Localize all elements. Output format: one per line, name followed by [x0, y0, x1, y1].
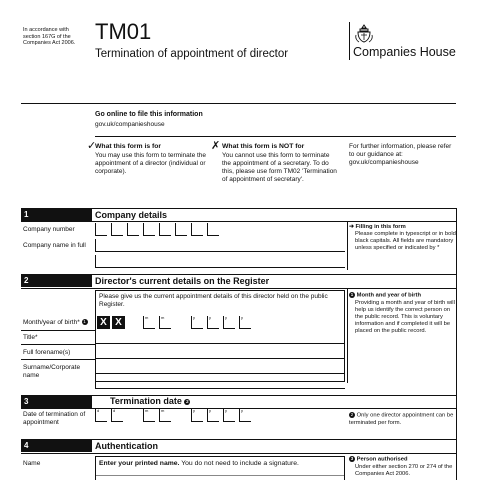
dob-year-cell[interactable]: y: [223, 316, 235, 329]
term-year-cell[interactable]: y: [223, 409, 235, 422]
company-number-label: Company number: [23, 226, 75, 233]
crest-icon: [353, 23, 375, 45]
dob-year-cell[interactable]: y: [207, 316, 219, 329]
auth-name-inner-rule: [96, 475, 344, 476]
company-number-cell[interactable]: [191, 223, 203, 236]
guide1-text: Please complete in typescript or in bold black capitals. All fields are mandatory unless specified or indicated by *: [355, 231, 456, 251]
for-text: You may use this form to terminate the appointment of a director (individual or corporate).: [95, 152, 207, 175]
section4-title: Authentication: [95, 441, 158, 451]
for-heading: What this form is for: [95, 143, 162, 150]
guide4-heading: Person authorised: [356, 456, 408, 463]
arrow-icon: ➜: [349, 224, 354, 230]
section2-guide: [349, 292, 456, 335]
term-day-cell[interactable]: d: [95, 409, 107, 422]
cross-icon: ✗: [211, 140, 221, 152]
auth-name-instruction: Enter your printed name. You do not need to include a signature.: [99, 460, 299, 467]
company-name-field[interactable]: [95, 239, 345, 252]
section2-number: 2: [21, 274, 92, 287]
info-1-icon: 1: [350, 292, 354, 297]
term-day-cell[interactable]: d: [111, 409, 123, 422]
info-2-icon: 2: [186, 398, 189, 404]
title-rule: [21, 344, 95, 345]
section1-number: 1: [21, 208, 92, 221]
term-year-cell[interactable]: y: [207, 409, 219, 422]
company-number-cell[interactable]: [127, 223, 139, 236]
company-number-cell[interactable]: [159, 223, 171, 236]
info-2-icon: 2: [350, 412, 354, 417]
not-heading: What this form is NOT for: [222, 143, 305, 150]
info-1-icon: 1: [83, 319, 86, 325]
online-heading: Go online to file this information: [95, 111, 203, 118]
section1-guide: [349, 224, 456, 252]
dob-month-x2: X: [112, 316, 125, 329]
section1-title: Company details: [95, 210, 168, 220]
guide2-text: Providing a month and year of birth will help us identify the correct person on the public record. This is voluntary information and if completed it will be placed on the public record.: [355, 299, 455, 334]
guide4-text: Under either section 270 or 274 of the Companies Act 2006.: [355, 463, 453, 477]
company-number-cell[interactable]: [175, 223, 187, 236]
surname-field-line2[interactable]: [95, 376, 345, 389]
term-month-cell[interactable]: m: [159, 409, 171, 422]
section2-title: Director's current details on the Register: [95, 276, 270, 286]
not-text: You cannot use this form to terminate the appointment of a secretary. To do this, please use form TM02 'Termination of appointment of secretary'.: [222, 152, 337, 183]
dob-month-x1: X: [97, 316, 110, 329]
section2-intro: Please give us the current appointment details of this director held on the public Register.: [99, 293, 328, 308]
term-year-cell[interactable]: y: [239, 409, 251, 422]
legal-note: In accordance with section 167G of the Companies Act 2006.: [23, 27, 76, 46]
tick-icon: ✓: [87, 140, 97, 152]
online-url[interactable]: gov.uk/companieshouse: [95, 121, 165, 128]
dob-month-cell[interactable]: m: [143, 316, 155, 329]
guide-col-border-1: [347, 222, 348, 270]
forenames-label: Full forename(s): [23, 349, 71, 356]
section2-subrule: [21, 288, 456, 289]
info-3-icon: 3: [350, 456, 354, 461]
section4-guide: [349, 456, 456, 478]
surname-label: Surname/Corporate name: [23, 364, 81, 379]
section4-subrule: [21, 453, 456, 454]
right-border: [456, 208, 457, 480]
form-code: TM01: [95, 19, 152, 44]
dob-rule: [21, 330, 95, 331]
title-label: Title*: [23, 334, 38, 341]
surname-field[interactable]: [95, 361, 345, 374]
section3-number: 3: [21, 395, 92, 408]
company-number-cell[interactable]: [143, 223, 155, 236]
brand-divider: [349, 22, 350, 60]
guide1-heading: Filling in this form: [355, 224, 406, 230]
company-name-field-line2[interactable]: [95, 255, 345, 268]
brand-name: Companies House: [353, 45, 456, 59]
guide2-heading: Month and year of birth: [356, 292, 422, 299]
termination-date-label: Date of termination of appointment: [23, 411, 86, 426]
dob-month-cell[interactable]: m: [159, 316, 171, 329]
auth-name-label: Name: [23, 460, 41, 467]
online-rule: [21, 103, 456, 104]
form-title: Termination of appointment of director: [95, 48, 289, 60]
company-number-cell[interactable]: [207, 223, 219, 236]
term-month-cell[interactable]: m: [143, 409, 155, 422]
further-text: For further information, please refer to our guidance at: gov.uk/companieshouse: [349, 143, 452, 166]
section4-number: 4: [21, 439, 92, 452]
info-rule: [95, 136, 456, 137]
forenames-rule: [21, 359, 95, 360]
company-number-cell[interactable]: [95, 223, 107, 236]
dob-year-cell[interactable]: y: [239, 316, 251, 329]
title-field[interactable]: [95, 331, 345, 344]
section1-subrule: [21, 221, 456, 222]
section3-title: Termination date 2: [110, 396, 189, 406]
section3-guide: [349, 412, 456, 427]
dob-year-cell[interactable]: y: [191, 316, 203, 329]
company-number-cell[interactable]: [111, 223, 123, 236]
guide-col-border-2: [347, 289, 348, 383]
dob-label: Month/year of birth* 1: [23, 319, 86, 326]
forenames-field[interactable]: [95, 346, 345, 359]
company-name-label: Company name in full: [23, 242, 86, 249]
guide3-text: Only one director appointment can be terminated per form.: [349, 412, 454, 426]
term-year-cell[interactable]: y: [191, 409, 203, 422]
